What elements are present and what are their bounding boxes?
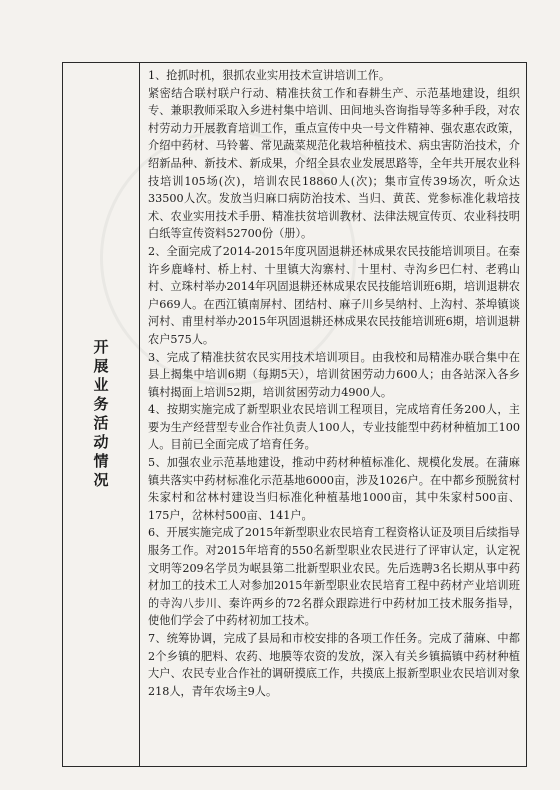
paragraph-3: 2、全面完成了2014-2015年度巩固退耕还林成果农民技能培训项目。在秦许乡鹿峰村、桥上村、十里镇大沟寨村、十里村、寺沟乡巴仁村、老鸦山村、立珠村举办2014年巩固退耕还林成果农民技能培训班6期，培训退耕农户669人。在西江镇南屏村、团结村、麻子川乡吴纳村、上沟村、茶埠镇谈河村、甫里村举办2015年巩固退耕还林成果农民技能培训班6期，培训退耕农户575人。: [148, 244, 520, 346]
paragraph-6: 5、加强农业示范基地建设，推动中药材种植标准化、规模化发展。在蒲麻镇共落实中药材标准化示范基地6000亩，涉及1026户。在中都乡预脱贫村朱家村和岔林村建设当归标准化种植基地1000亩，其中朱家村500亩、175户，岔林村500亩、141户。: [148, 456, 520, 522]
paragraph-4: 3、完成了精准扶贫农民实用技术培训项目。由我校和局精准办联合集中在县上揭集中培训6期（每期5天），培训贫困劳动力600人；由各站深入各乡镇村揭面上培训52期，培训贫困劳动力4900人。: [148, 350, 520, 399]
activity-table: [62, 62, 527, 767]
paragraph-2: 紧密结合联村联户行动、精准扶贫工作和春耕生产、示范基地建设，组织专、兼职教师采取入乡进村集中培训、田间地头咨询指导等多种手段，对农村劳动力开展教育培训工作，重点宣传中央一号文件精神、强农惠农政策，介绍中药材、马铃薯、常见蔬菜规范化栽培种植技术、病虫害防治技术，介绍新品种、新技术、新成果，介绍全县农业发展思路等，全年共开展农业科技培训105场(次)，培训农民18860人(次)；集市宣传39场次，听众达33500人次。发放当归麻口病防治技术、当归、黄芪、党参标准化栽培技术、农业实用技术手册、精准扶贫培训教材、法律法规宣传页、农业科技明白纸等宣传资料52700份（册）。: [148, 86, 520, 241]
paragraph-8: 7、统筹协调，完成了县局和市校安排的各项工作任务。完成了蒲麻、中都2个乡镇的肥料、农药、地膜等农资的发放，深入有关乡镇搞镇中药材种植大户、农民专业合作社的调研摸底工作，共摸底上报新型职业农民培训对象218人，青年农场主9人。: [148, 632, 520, 698]
row-label: 开展业务活动情况: [91, 338, 110, 491]
paragraph-5: 4、按期实施完成了新型职业农民培训工程项目，完成培育任务200人，主要为生产经营型专业合作社负责人100人，专业技能型中药材种植加工100人。目前已全面完成了培育任务。: [148, 403, 520, 452]
paragraph-1: 1、抢抓时机，狠抓农业实用技术宣讲培训工作。: [148, 69, 391, 82]
label-cell: [63, 63, 140, 766]
paragraph-7: 6、开展实施完成了2015年新型职业农民培育工程资格认证及项目后续指导服务工作。对2015年培育的550名新型职业农民进行了评审认定，认定祝文明等209名学员为岷县第二批新型职业农民。先后选聘3名长期从事中药材加工的技术工人对参加2015年新型职业农民培育工程中药材产业培训班的寺沟八步川、秦许两乡的72名群众跟踪进行中药材加工技术服务指导，使他们学会了中药材初加工技术。: [148, 526, 520, 628]
content-cell: [140, 63, 526, 766]
